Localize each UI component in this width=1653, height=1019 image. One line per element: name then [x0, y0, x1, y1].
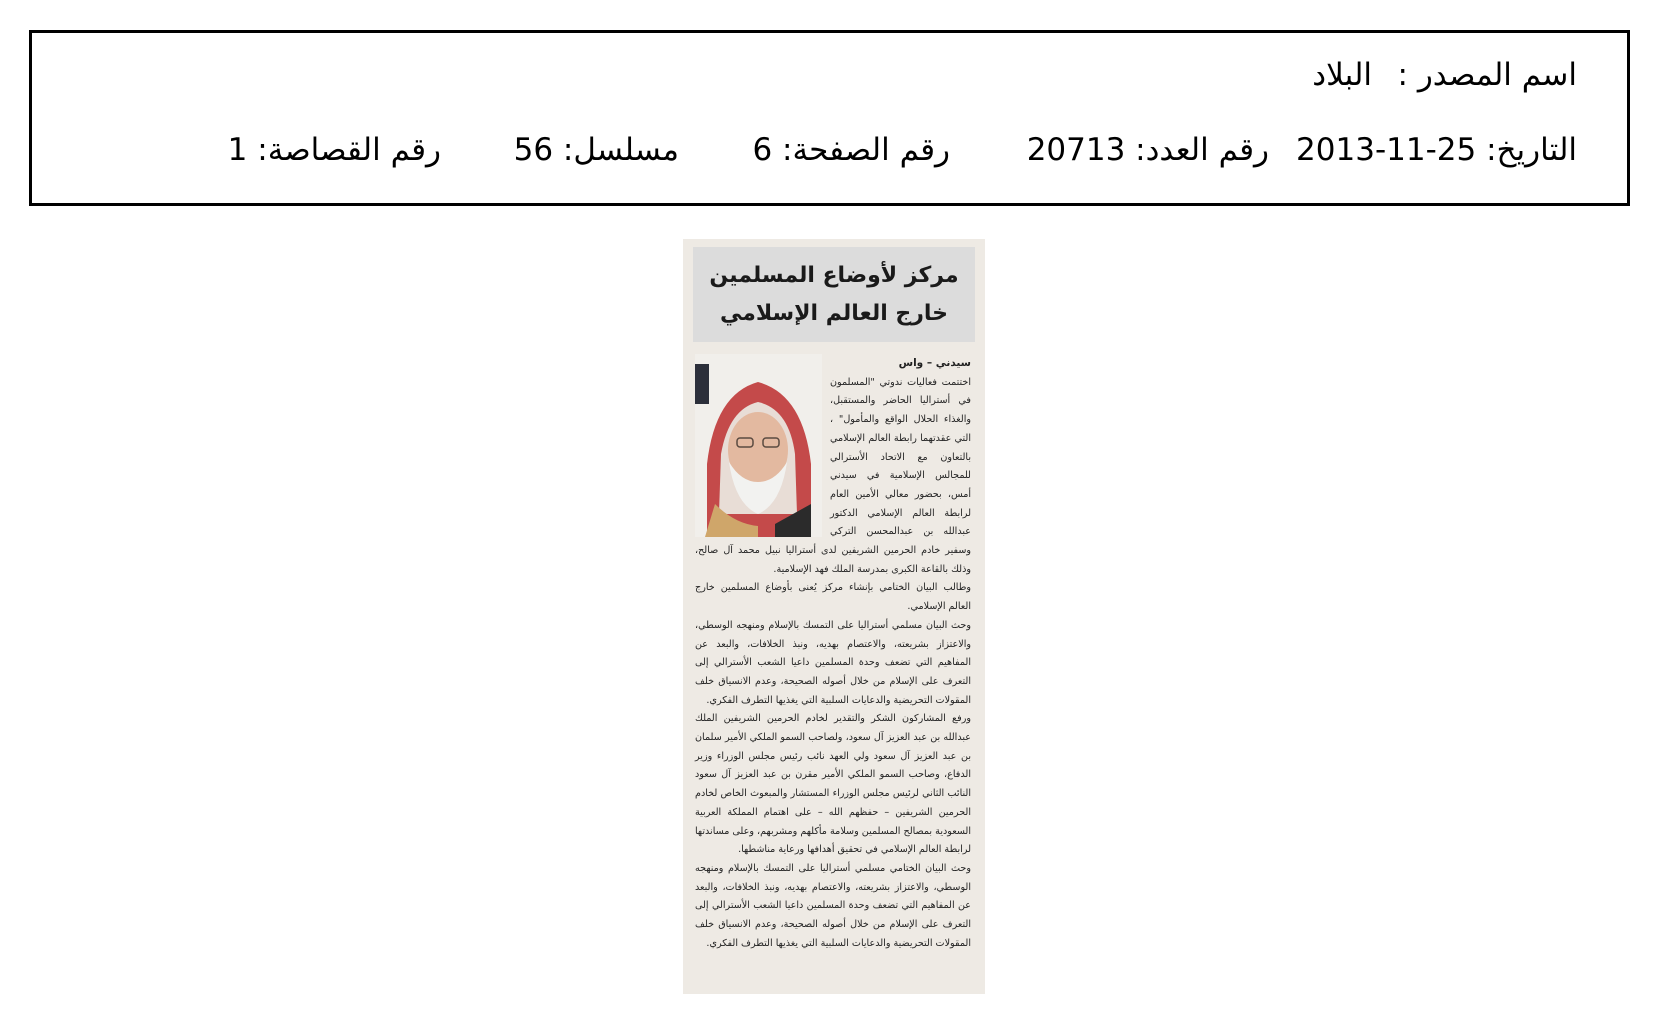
portrait-illustration: [695, 354, 822, 537]
article-paragraph-5: وحث البيان الختامي مسلمي أستراليا على التمسك بالإسلام ومنهجه الوسطي، والاعتزاز بشريعته، والاعتصام بهديه، ونبذ الخلافات، والبعد عن المفاهيم التي تضعف وحدة المسلمين داعيا الشعب الأسترالي إلى التعرف على الإسلام من خلال أصوله الصحيحة، وعدم الانسياق خلف المقولات التحريضية والدعايات السلبية التي يغذيها التطرف الفكري.: [695, 862, 971, 949]
source-metadata-box: [29, 30, 1630, 206]
date-field: التاريخ: 25-11-2013: [1296, 132, 1577, 168]
clipping-number-field: رقم القصاصة: 1: [227, 132, 441, 168]
page-number-field: رقم الصفحة: 6: [752, 132, 950, 168]
headline-line-1: مركز لأوضاع المسلمين: [709, 263, 959, 288]
article-dateline: سيدني – واس: [898, 357, 971, 369]
source-value: البلاد: [1312, 57, 1372, 93]
source-row: [1312, 55, 1577, 95]
article-paragraph-2: وطالب البيان الختامي بإنشاء مركز يُعنى بأوضاع المسلمين خارج العالم الإسلامي.: [695, 582, 971, 613]
serial-field: مسلسل: 56: [513, 132, 679, 168]
headline-line-2: خارج العالم الإسلامي: [719, 301, 949, 326]
article-paragraph-3: وحث البيان مسلمي أستراليا على التمسك بالإسلام ومنهجه الوسطي، والاعتزاز بشريعته، والاعتصام بهديه، ونبذ الخلافات، والبعد عن المفاهيم التي تضعف وحدة المسلمين داعيا الشعب الأسترالي إلى التعرف على الإسلام من خلال أصوله الصحيحة، وعدم الانسياق خلف المقولات التحريضية والدعايات السلبية التي يغذيها التطرف الفكري.: [695, 619, 971, 706]
issue-number-field: رقم العدد: 20713: [1026, 132, 1269, 168]
article-paragraph-4: ورفع المشاركون الشكر والتقدير لخادم الحرمين الشريفين الملك عبدالله بن عبد العزيز آل سعود، ولصاحب السمو الملكي الأمير سلمان بن عبد العزيز آل سعود ولي العهد نائب رئيس مجلس الوزراء وزير الدفاع، وصاحب السمو الملكي الأمير مقرن بن عبد العزيز آل سعود النائب الثاني لرئيس مجلس الوزراء المستشار والمبعوث الخاص لخادم الحرمين الشريفين – حفظهم الله – على اهتمام المملكة العربية السعودية بمصالح المسلمين وسلامة مأكلهم ومشربهم، وعلى مساندتها لرابطة العالم الإسلامي في تحقيق أهدافها ورعاية مناشطها.: [695, 713, 971, 856]
article-paragraph-1: اختتمت فعاليات ندوتي "المسلمون في أستراليا الحاضر والمستقبل، والغذاء الحلال الواقع والمأمول" ، التي عقدتهما رابطة العالم الإسلامي بالتعاون مع الاتحاد الأسترالي للمجالس الإسلامية في سيدني أمس، بحضور معالي الأمين العام لرابطة العالم الإسلامي الدكتور عبدالله بن عبدالمحسن التركي وسفير خادم الحرمين الشريفين لدى أستراليا نبيل محمد آل صالح، وذلك بالقاعة الكبرى بمدرسة الملك فهد الإسلامية.: [695, 376, 971, 575]
publication-details-row: [228, 130, 1577, 170]
source-label: اسم المصدر :: [1397, 57, 1577, 93]
article-headline: [693, 247, 975, 342]
portrait-photo: [695, 354, 822, 537]
newspaper-clipping: [683, 239, 985, 994]
article-body: [695, 354, 971, 954]
